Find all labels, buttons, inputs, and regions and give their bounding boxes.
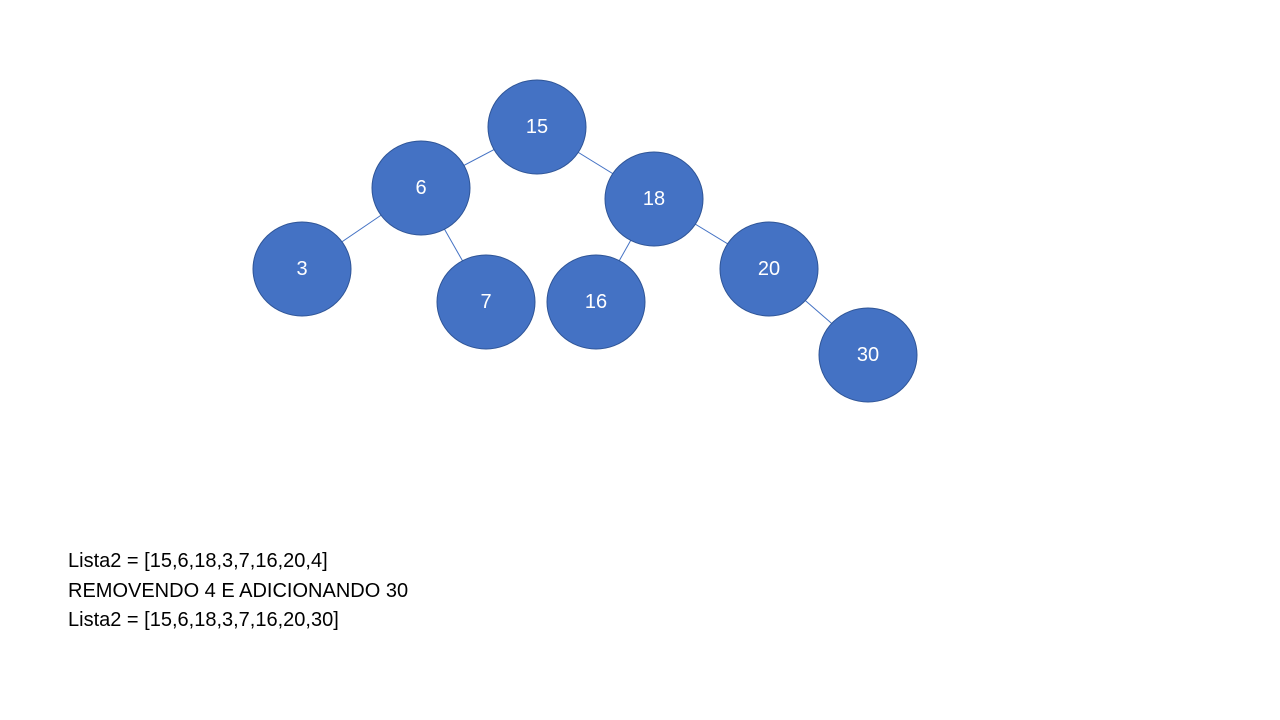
tree-node-20 xyxy=(720,222,818,316)
node-label: 16 xyxy=(584,291,608,313)
node-label: 18 xyxy=(642,188,666,210)
tree-node-6 xyxy=(372,141,470,235)
tree-node-15 xyxy=(488,80,586,174)
node-label: 15 xyxy=(525,116,549,138)
tree-node-30 xyxy=(819,308,917,402)
caption-text-block xyxy=(68,547,408,636)
node-label: 20 xyxy=(757,258,781,280)
caption-line-original-list: Lista2 = [15,6,18,3,7,16,20,4] xyxy=(68,550,328,572)
tree-node-18 xyxy=(605,152,703,246)
node-label: 6 xyxy=(415,177,427,199)
node-label: 30 xyxy=(856,344,880,366)
tree-node-3 xyxy=(253,222,351,316)
tree-node-16 xyxy=(547,255,645,349)
caption-line-new-list: Lista2 = [15,6,18,3,7,16,20,30] xyxy=(68,609,339,631)
tree-node-7 xyxy=(437,255,535,349)
node-label: 7 xyxy=(480,291,492,313)
node-label: 3 xyxy=(296,258,308,280)
tree-nodes xyxy=(253,80,917,402)
caption-line-operation: REMOVENDO 4 E ADICIONANDO 30 xyxy=(68,579,409,602)
